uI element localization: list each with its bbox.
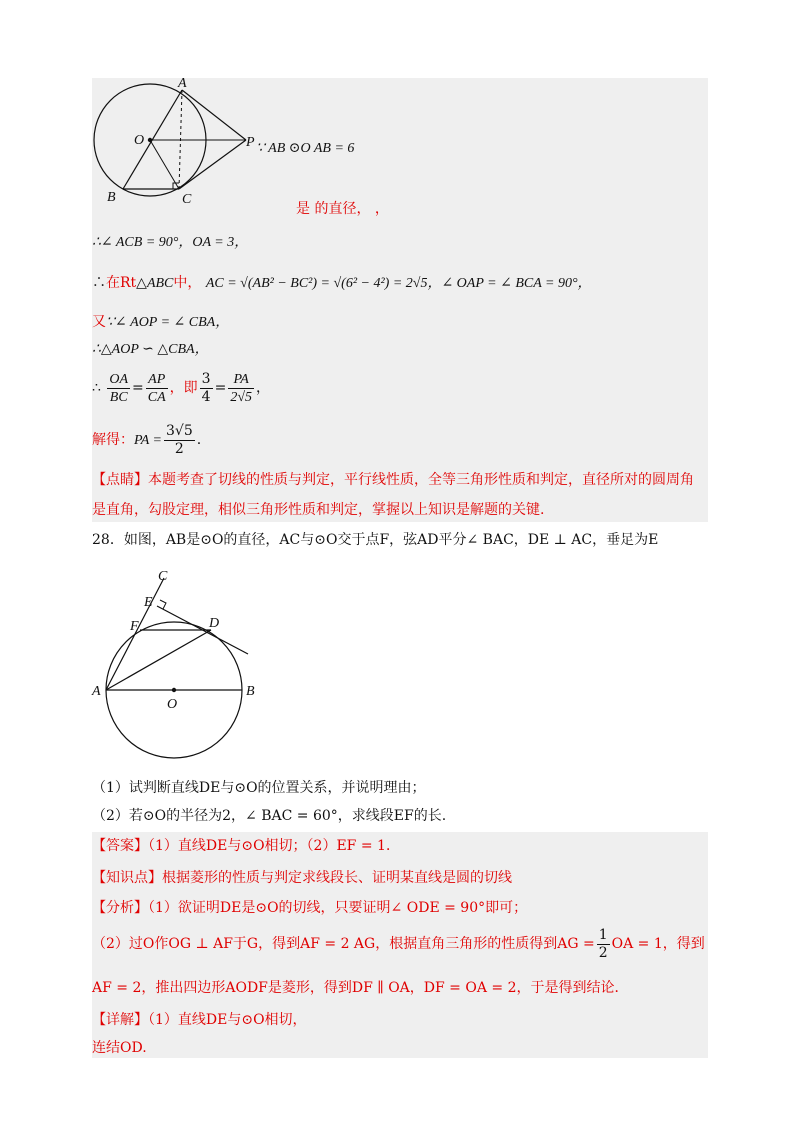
q28-stem: 28．如图，AB是⊙O的直径，AC与⊙O交于点F，弦AD平分∠ BAC，DE ⊥ AC，垂足为E [92, 532, 659, 548]
q28-sub1: （1）试判断直线DE与⊙O的位置关系，并说明理由； [92, 780, 426, 796]
fig1-label-O: O [134, 133, 145, 148]
knowledge-line: 【知识点】根据菱形的性质与判定求线段长、证明某直线是圆的切线 [92, 870, 512, 886]
analysis-frac-half: $\frac{1}{2}$ [598, 926, 608, 961]
l6-jiede: 解得： [92, 432, 134, 448]
l2-red-zhong: 中， [173, 275, 202, 291]
solution-line-3 [92, 312, 229, 333]
solution-line-5: ∴ $\frac{OA}{BC}$ = $\frac{AP}{CA}$ ，即 $\frac{3}{4}$ = $\frac{PA}{2√5}$ ， [92, 370, 271, 405]
fig1-label-P: P [246, 135, 255, 150]
fig2-label-C: C [158, 569, 168, 584]
q28-sub2: （2）若⊙O的半径为2，∠ BAC = 60°，求线段EF的长. [92, 808, 447, 824]
l3-angle-eq: ∵∠ AOP = ∠ CBA， [106, 315, 230, 330]
detail-line: 【详解】（1）直线DE与⊙O相切， [92, 1012, 307, 1028]
analysis-line-3: AF = 2，推出四边形AODF是菱形，得到DF ∥ OA，DF = OA = 2，于是得到结论． [92, 980, 629, 996]
l2-pythagoras-expr: AC = √(AB² − BC²) = √(6² − 4²) = 2√5，∠ OAP = ∠ BCA = 90°， [205, 276, 592, 291]
fig1-label-B: B [107, 190, 116, 205]
fig2-label-O: O [167, 697, 178, 712]
analysis-line-1: 【分析】（1）欲证明DE是⊙O的切线，只要证明∠ ODE = 90°即可； [92, 900, 528, 916]
fig2-label-A: A [92, 684, 101, 699]
solution-line-2 [92, 273, 592, 294]
figure-circle-tangent [92, 76, 282, 210]
dianjing-line-1: 【点睛】本题考查了切线的性质与判定，平行线性质，全等三角形性质和判定，直径所对的圆周角 [92, 472, 694, 488]
solution-red-row: 是 的直径， ， [296, 201, 389, 217]
fig1-label-C: C [182, 192, 192, 207]
l5-frac-3-4: $\frac{3}{4}$ [201, 370, 211, 405]
fig1-side-text: ∵ AB ⊙O AB = 6 [256, 141, 355, 156]
solution-line-6: 解得：PA = $\frac{3√5}{2}$ . [92, 422, 202, 457]
l5-therefore: ∴ [92, 380, 101, 396]
l2-therefore: ∴ [92, 275, 106, 291]
fig1-label-A: A [178, 76, 187, 91]
l5-frac-AP-CA: $\frac{AP}{CA}$ [147, 371, 166, 405]
answer-line: 【答案】（1）直线DE与⊙O相切；（2）EF = 1． [92, 838, 400, 854]
solution-line-1: ∴∠ ACB = 90°，OA = 3， [92, 235, 249, 250]
fig2-label-B: B [246, 684, 255, 699]
connect-line: 连结OD. [92, 1040, 147, 1056]
analysis-line-2: （2）过O作OG ⊥ AF于G，得到AF = 2 AG，根据直角三角形的性质得到AG = $\frac{1}{2}$ OA = 1，得到 [92, 926, 705, 961]
l2-red-in: 在Rt [106, 275, 137, 291]
l2-triangle: △ABC [136, 276, 174, 291]
dianjing-line-2: 是直角，勾股定理，相似三角形性质和判定，掌握以上知识是解题的关键. [92, 502, 545, 518]
l5-ji: ，即 [169, 380, 198, 396]
solution-line-4: ∴△AOP ∽ △CBA， [92, 342, 209, 357]
l5-frac-PA: $\frac{PA}{2√5}$ [230, 371, 253, 405]
fig2-label-D: D [209, 616, 220, 631]
l5-frac-OA-BC: $\frac{OA}{BC}$ [109, 371, 129, 405]
figure-q28-circle [90, 566, 270, 766]
l6-frac-result: $\frac{3√5}{2}$ [166, 422, 193, 457]
fig2-label-E: E [144, 595, 153, 610]
l3-red-you: 又 [92, 314, 106, 330]
fig2-label-F: F [130, 619, 139, 634]
